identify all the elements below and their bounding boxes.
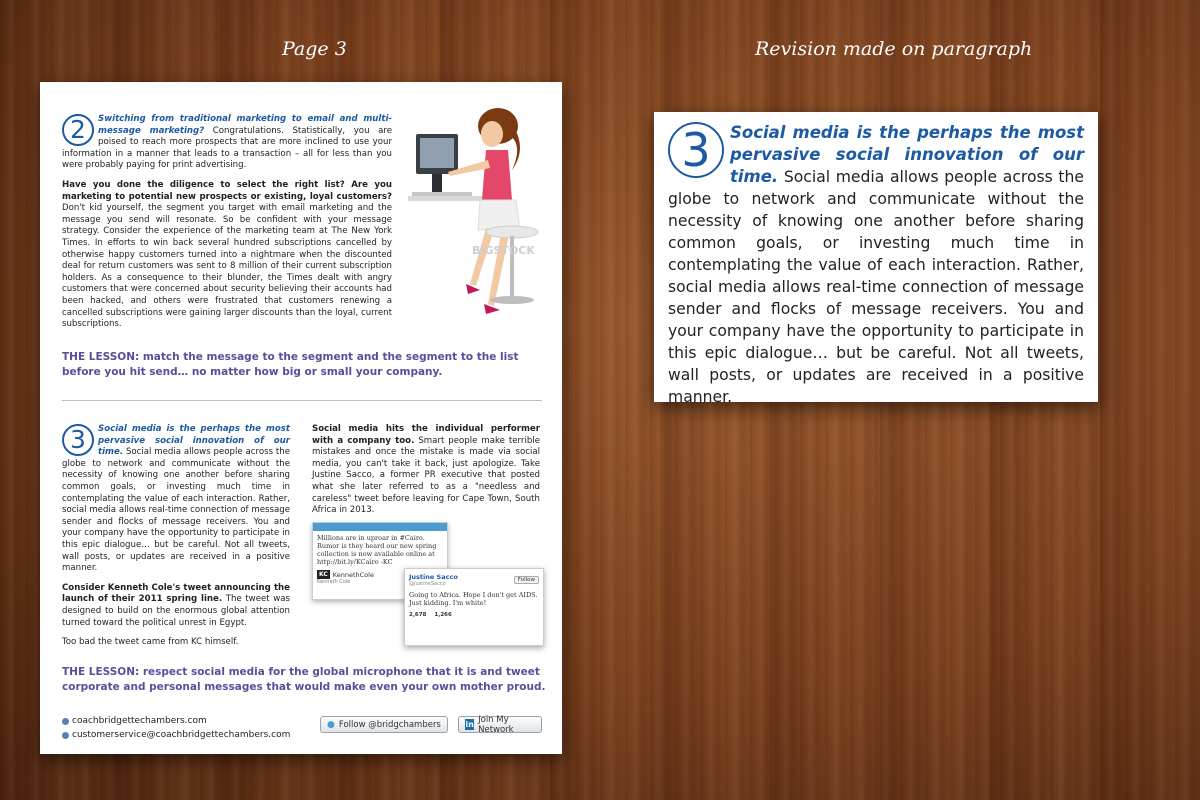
kenneth-cole-bold: Consider Kenneth Cole's tweet announcing the launch of their 2011 spring line.	[62, 582, 290, 605]
section-2-body	[62, 180, 392, 331]
email-text: customerservice@coachbridgettechambers.com	[72, 730, 291, 740]
document-page	[40, 82, 562, 754]
js-retweets: 2,678	[409, 612, 427, 618]
linkedin-join-label: Join My Network	[478, 714, 514, 735]
revision-heading: Social media is the perhaps the most pervasive social innovation of our time.	[730, 123, 1084, 186]
twitter-header-bar	[313, 523, 447, 531]
woman-at-computer-illustration	[408, 104, 548, 334]
twitter-follow-label: Follow @bridgchambers	[338, 719, 441, 730]
section-3-body-text: Social media allows people across the globe to network and communicate without the necessity of knowing one another before sharing common goals, or investing much time in contemplating the value of each interaction. Rather, social media allows real-time connection of message sender and flocks of message receivers. You and your company have the opportunity to participate in this epic dialogue… but be careful. Not all tweets, wall posts, or updates are received in a positive manner.	[62, 447, 290, 574]
linkedin-icon: in	[465, 720, 474, 729]
page-label-left: Page 3	[282, 38, 347, 60]
twitter-bird-icon: ●	[327, 719, 335, 730]
section-number-2: 2	[62, 114, 94, 146]
section-2-intro	[62, 114, 392, 172]
footer	[62, 714, 542, 742]
globe-icon	[62, 718, 69, 725]
js-favorites: 1,266	[434, 612, 452, 618]
js-handle: @JustineSacco	[409, 581, 446, 587]
section-3-intro	[62, 424, 290, 575]
revision-body: Social media allows people across the globe to network and communicate without the necessity of knowing one another before sharing common goals, or investing much time in contemplating the value of each interaction. Rather, social media allows real-time connection of message sender and flocks of message receivers. You and your company have the opportunity to participate in this epic dialogue… but be careful. Not all tweets, wall posts, or updates are received in a positive manner.	[668, 168, 1084, 406]
js-name: Justine Sacco	[409, 573, 458, 581]
too-bad-text: Too bad the tweet came from KC himself.	[62, 637, 239, 648]
justine-sacco-tweet	[404, 568, 544, 646]
divider	[62, 400, 542, 401]
kc-name: KennethCole	[332, 570, 374, 579]
section-2	[62, 114, 392, 335]
column-right	[312, 424, 540, 517]
section-3	[62, 424, 290, 657]
kc-logo-icon: KC	[319, 571, 328, 578]
revision-number: 3	[668, 122, 724, 178]
section-2-question: Have you done the diligence to select the right list? Are you marketing to potential new prospects or existing, loyal customers?	[62, 179, 392, 202]
section-2-body-text: Don't kid yourself, the segment you target with email marketing and the message you send will resonate. So be confident with your message strategy. Consider the experience of the marketing team at The New York Times. In efforts to win back several hundred subscriptions cancelled by otherwise happy customers turned into a nightmare when the discounted deal for return customers was sent to 8 million of their current subscription holders. As a consequence to their blunder, the Times dealt with angry customers that were concerned about security believing their accounts had been hacked, and others were frustrated that customers renewing a cancelled subscriptions were gaining larger discounts than the loyal, current subscriptions.	[62, 203, 392, 330]
section-2-heading: Switching from traditional marketing to email and multi-message marketing?	[98, 114, 392, 136]
lesson-1: THE LESSON: match the message to the segment and the segment to the list before you hit send… no matter how big or small your company.	[62, 351, 519, 378]
watermark-text: BIGSTOCK	[472, 244, 535, 257]
tweet-screenshots	[312, 522, 544, 652]
kc-sub: Kenneth Cole	[317, 579, 351, 585]
website-text: coachbridgettechambers.com	[72, 716, 207, 726]
lesson-2: THE LESSON: respect social media for the global microphone that it is and tweet corporate and personal messages that would make even your own mother proud.	[62, 666, 546, 693]
section-2-intro-text: Congratulations. Statistically, you are poised to reach more prospects that are more inclined to use your information in a manner that leads to a transaction – all for less than you were probably paying for print advertising.	[62, 125, 392, 171]
js-tweet-text: Going to Africa. Hope I don't get AIDS. Just kidding. I'm white!	[409, 591, 538, 607]
kenneth-cole-paragraph	[62, 583, 290, 629]
individual-performer-paragraph	[312, 424, 540, 517]
mail-icon	[62, 732, 69, 739]
linkedin-join-button[interactable]	[458, 716, 542, 733]
section-number-3: 3	[62, 424, 94, 456]
kenneth-cole-text: The tweet was designed to build on the enormous global attention turned toward the political unrest in Egypt.	[62, 594, 291, 628]
revision-card	[654, 112, 1098, 406]
section-3-heading: Social media is the perhaps the most pervasive social innovation of our time.	[98, 424, 290, 458]
twitter-follow-button[interactable]	[320, 716, 448, 733]
individual-performer-text: Smart people make terrible mistakes and once the mistake is made via social media, you can't take it back, just apologize. Take Justine Sacco, a former PR executive that posted what she later referred to as a "needless and careless" tweet before leaving for Cape Town, South Africa in 2013.	[312, 435, 540, 516]
kc-tweet-text: Millions are in uproar in #Cairo. Rumor is they heard our new spring collection is now available online at http://bit.ly/KCairo -KC	[317, 534, 437, 566]
revision-paragraph	[668, 122, 1084, 408]
js-follow-button[interactable]: Follow	[514, 576, 539, 584]
individual-performer-bold: Social media hits the individual performer with a company too.	[312, 424, 540, 446]
page-label-right: Revision made on paragraph	[755, 38, 1033, 60]
